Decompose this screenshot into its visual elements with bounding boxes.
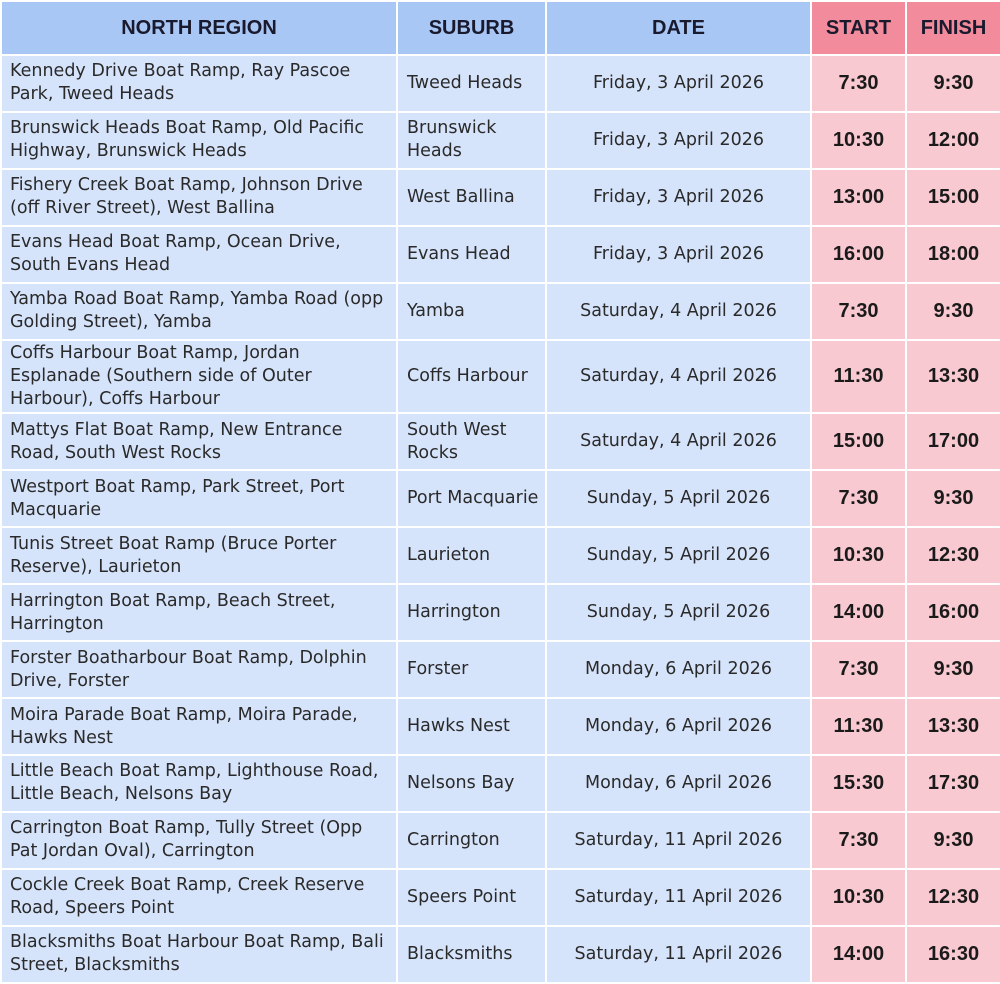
cell-date: Saturday, 11 April 2026 [546, 869, 811, 926]
header-region: NORTH REGION [1, 1, 397, 55]
cell-finish: 17:30 [906, 755, 1000, 812]
cell-start: 7:30 [811, 812, 906, 869]
cell-date: Saturday, 11 April 2026 [546, 812, 811, 869]
table-row [1, 226, 1000, 283]
cell-date: Saturday, 4 April 2026 [546, 340, 811, 414]
table-row [1, 641, 1000, 698]
header-finish: FINISH [906, 1, 1000, 55]
cell-location: Mattys Flat Boat Ramp, New Entrance Road, South West Rocks [1, 413, 397, 470]
cell-finish: 9:30 [906, 470, 1000, 527]
cell-date: Saturday, 4 April 2026 [546, 413, 811, 470]
cell-suburb: Speers Point [397, 869, 546, 926]
cell-date: Saturday, 4 April 2026 [546, 283, 811, 340]
cell-location: Tunis Street Boat Ramp (Bruce Porter Reserve), Laurieton [1, 527, 397, 584]
cell-finish: 13:30 [906, 340, 1000, 414]
cell-location: Coffs Harbour Boat Ramp, Jordan Esplanade (Southern side of Outer Harbour), Coffs Harbour [1, 340, 397, 414]
cell-start: 7:30 [811, 283, 906, 340]
cell-start: 7:30 [811, 470, 906, 527]
cell-location: Harrington Boat Ramp, Beach Street, Harrington [1, 584, 397, 641]
table-row [1, 698, 1000, 755]
cell-finish: 12:30 [906, 527, 1000, 584]
cell-location: Little Beach Boat Ramp, Lighthouse Road, Little Beach, Nelsons Bay [1, 755, 397, 812]
cell-suburb: Tweed Heads [397, 55, 546, 112]
cell-finish: 9:30 [906, 812, 1000, 869]
cell-location: Brunswick Heads Boat Ramp, Old Pacific Highway, Brunswick Heads [1, 112, 397, 169]
cell-suburb: Forster [397, 641, 546, 698]
cell-start: 13:00 [811, 169, 906, 226]
table-row [1, 755, 1000, 812]
cell-suburb: Yamba [397, 283, 546, 340]
cell-finish: 16:00 [906, 584, 1000, 641]
cell-start: 11:30 [811, 698, 906, 755]
cell-finish: 9:30 [906, 55, 1000, 112]
cell-finish: 12:00 [906, 112, 1000, 169]
cell-location: Westport Boat Ramp, Park Street, Port Macquarie [1, 470, 397, 527]
cell-date: Monday, 6 April 2026 [546, 755, 811, 812]
cell-location: Yamba Road Boat Ramp, Yamba Road (opp Golding Street), Yamba [1, 283, 397, 340]
cell-suburb: Coffs Harbour [397, 340, 546, 414]
cell-location: Carrington Boat Ramp, Tully Street (Opp Pat Jordan Oval), Carrington [1, 812, 397, 869]
cell-start: 15:30 [811, 755, 906, 812]
cell-suburb: South West Rocks [397, 413, 546, 470]
table-body [1, 55, 1000, 983]
table-row [1, 340, 1000, 414]
cell-start: 10:30 [811, 527, 906, 584]
cell-start: 7:30 [811, 641, 906, 698]
cell-date: Friday, 3 April 2026 [546, 55, 811, 112]
cell-location: Moira Parade Boat Ramp, Moira Parade, Hawks Nest [1, 698, 397, 755]
header-suburb: SUBURB [397, 1, 546, 55]
cell-location: Evans Head Boat Ramp, Ocean Drive, South Evans Head [1, 226, 397, 283]
cell-suburb: Nelsons Bay [397, 755, 546, 812]
cell-suburb: Laurieton [397, 527, 546, 584]
cell-date: Sunday, 5 April 2026 [546, 584, 811, 641]
cell-start: 10:30 [811, 112, 906, 169]
cell-start: 16:00 [811, 226, 906, 283]
cell-date: Friday, 3 April 2026 [546, 169, 811, 226]
cell-start: 10:30 [811, 869, 906, 926]
cell-suburb: Carrington [397, 812, 546, 869]
cell-location: Cockle Creek Boat Ramp, Creek Reserve Road, Speers Point [1, 869, 397, 926]
cell-date: Friday, 3 April 2026 [546, 226, 811, 283]
header-start: START [811, 1, 906, 55]
cell-finish: 18:00 [906, 226, 1000, 283]
cell-finish: 9:30 [906, 283, 1000, 340]
cell-date: Saturday, 11 April 2026 [546, 926, 811, 983]
cell-location: Blacksmiths Boat Harbour Boat Ramp, Bali Street, Blacksmiths [1, 926, 397, 983]
cell-date: Monday, 6 April 2026 [546, 641, 811, 698]
cell-suburb: Blacksmiths [397, 926, 546, 983]
cell-date: Sunday, 5 April 2026 [546, 470, 811, 527]
cell-start: 7:30 [811, 55, 906, 112]
table-row [1, 812, 1000, 869]
table-row [1, 413, 1000, 470]
cell-start: 14:00 [811, 584, 906, 641]
cell-location: Forster Boatharbour Boat Ramp, Dolphin Drive, Forster [1, 641, 397, 698]
table-row [1, 926, 1000, 983]
cell-suburb: Hawks Nest [397, 698, 546, 755]
cell-suburb: Evans Head [397, 226, 546, 283]
cell-finish: 12:30 [906, 869, 1000, 926]
table-row [1, 55, 1000, 112]
cell-start: 15:00 [811, 413, 906, 470]
table-row [1, 283, 1000, 340]
table-header [1, 1, 1000, 55]
cell-suburb: Brunswick Heads [397, 112, 546, 169]
header-date: DATE [546, 1, 811, 55]
cell-finish: 15:00 [906, 169, 1000, 226]
cell-suburb: Harrington [397, 584, 546, 641]
cell-finish: 9:30 [906, 641, 1000, 698]
cell-start: 14:00 [811, 926, 906, 983]
cell-start: 11:30 [811, 340, 906, 414]
table-row [1, 112, 1000, 169]
cell-finish: 16:30 [906, 926, 1000, 983]
cell-location: Kennedy Drive Boat Ramp, Ray Pascoe Park, Tweed Heads [1, 55, 397, 112]
cell-suburb: West Ballina [397, 169, 546, 226]
table-row [1, 470, 1000, 527]
cell-location: Fishery Creek Boat Ramp, Johnson Drive (off River Street), West Ballina [1, 169, 397, 226]
cell-finish: 17:00 [906, 413, 1000, 470]
cell-finish: 13:30 [906, 698, 1000, 755]
cell-date: Sunday, 5 April 2026 [546, 527, 811, 584]
table-row [1, 527, 1000, 584]
cell-date: Friday, 3 April 2026 [546, 112, 811, 169]
cell-suburb: Port Macquarie [397, 470, 546, 527]
table-row [1, 584, 1000, 641]
cell-date: Monday, 6 April 2026 [546, 698, 811, 755]
header-row [1, 1, 1000, 55]
table-row [1, 169, 1000, 226]
table-row [1, 869, 1000, 926]
